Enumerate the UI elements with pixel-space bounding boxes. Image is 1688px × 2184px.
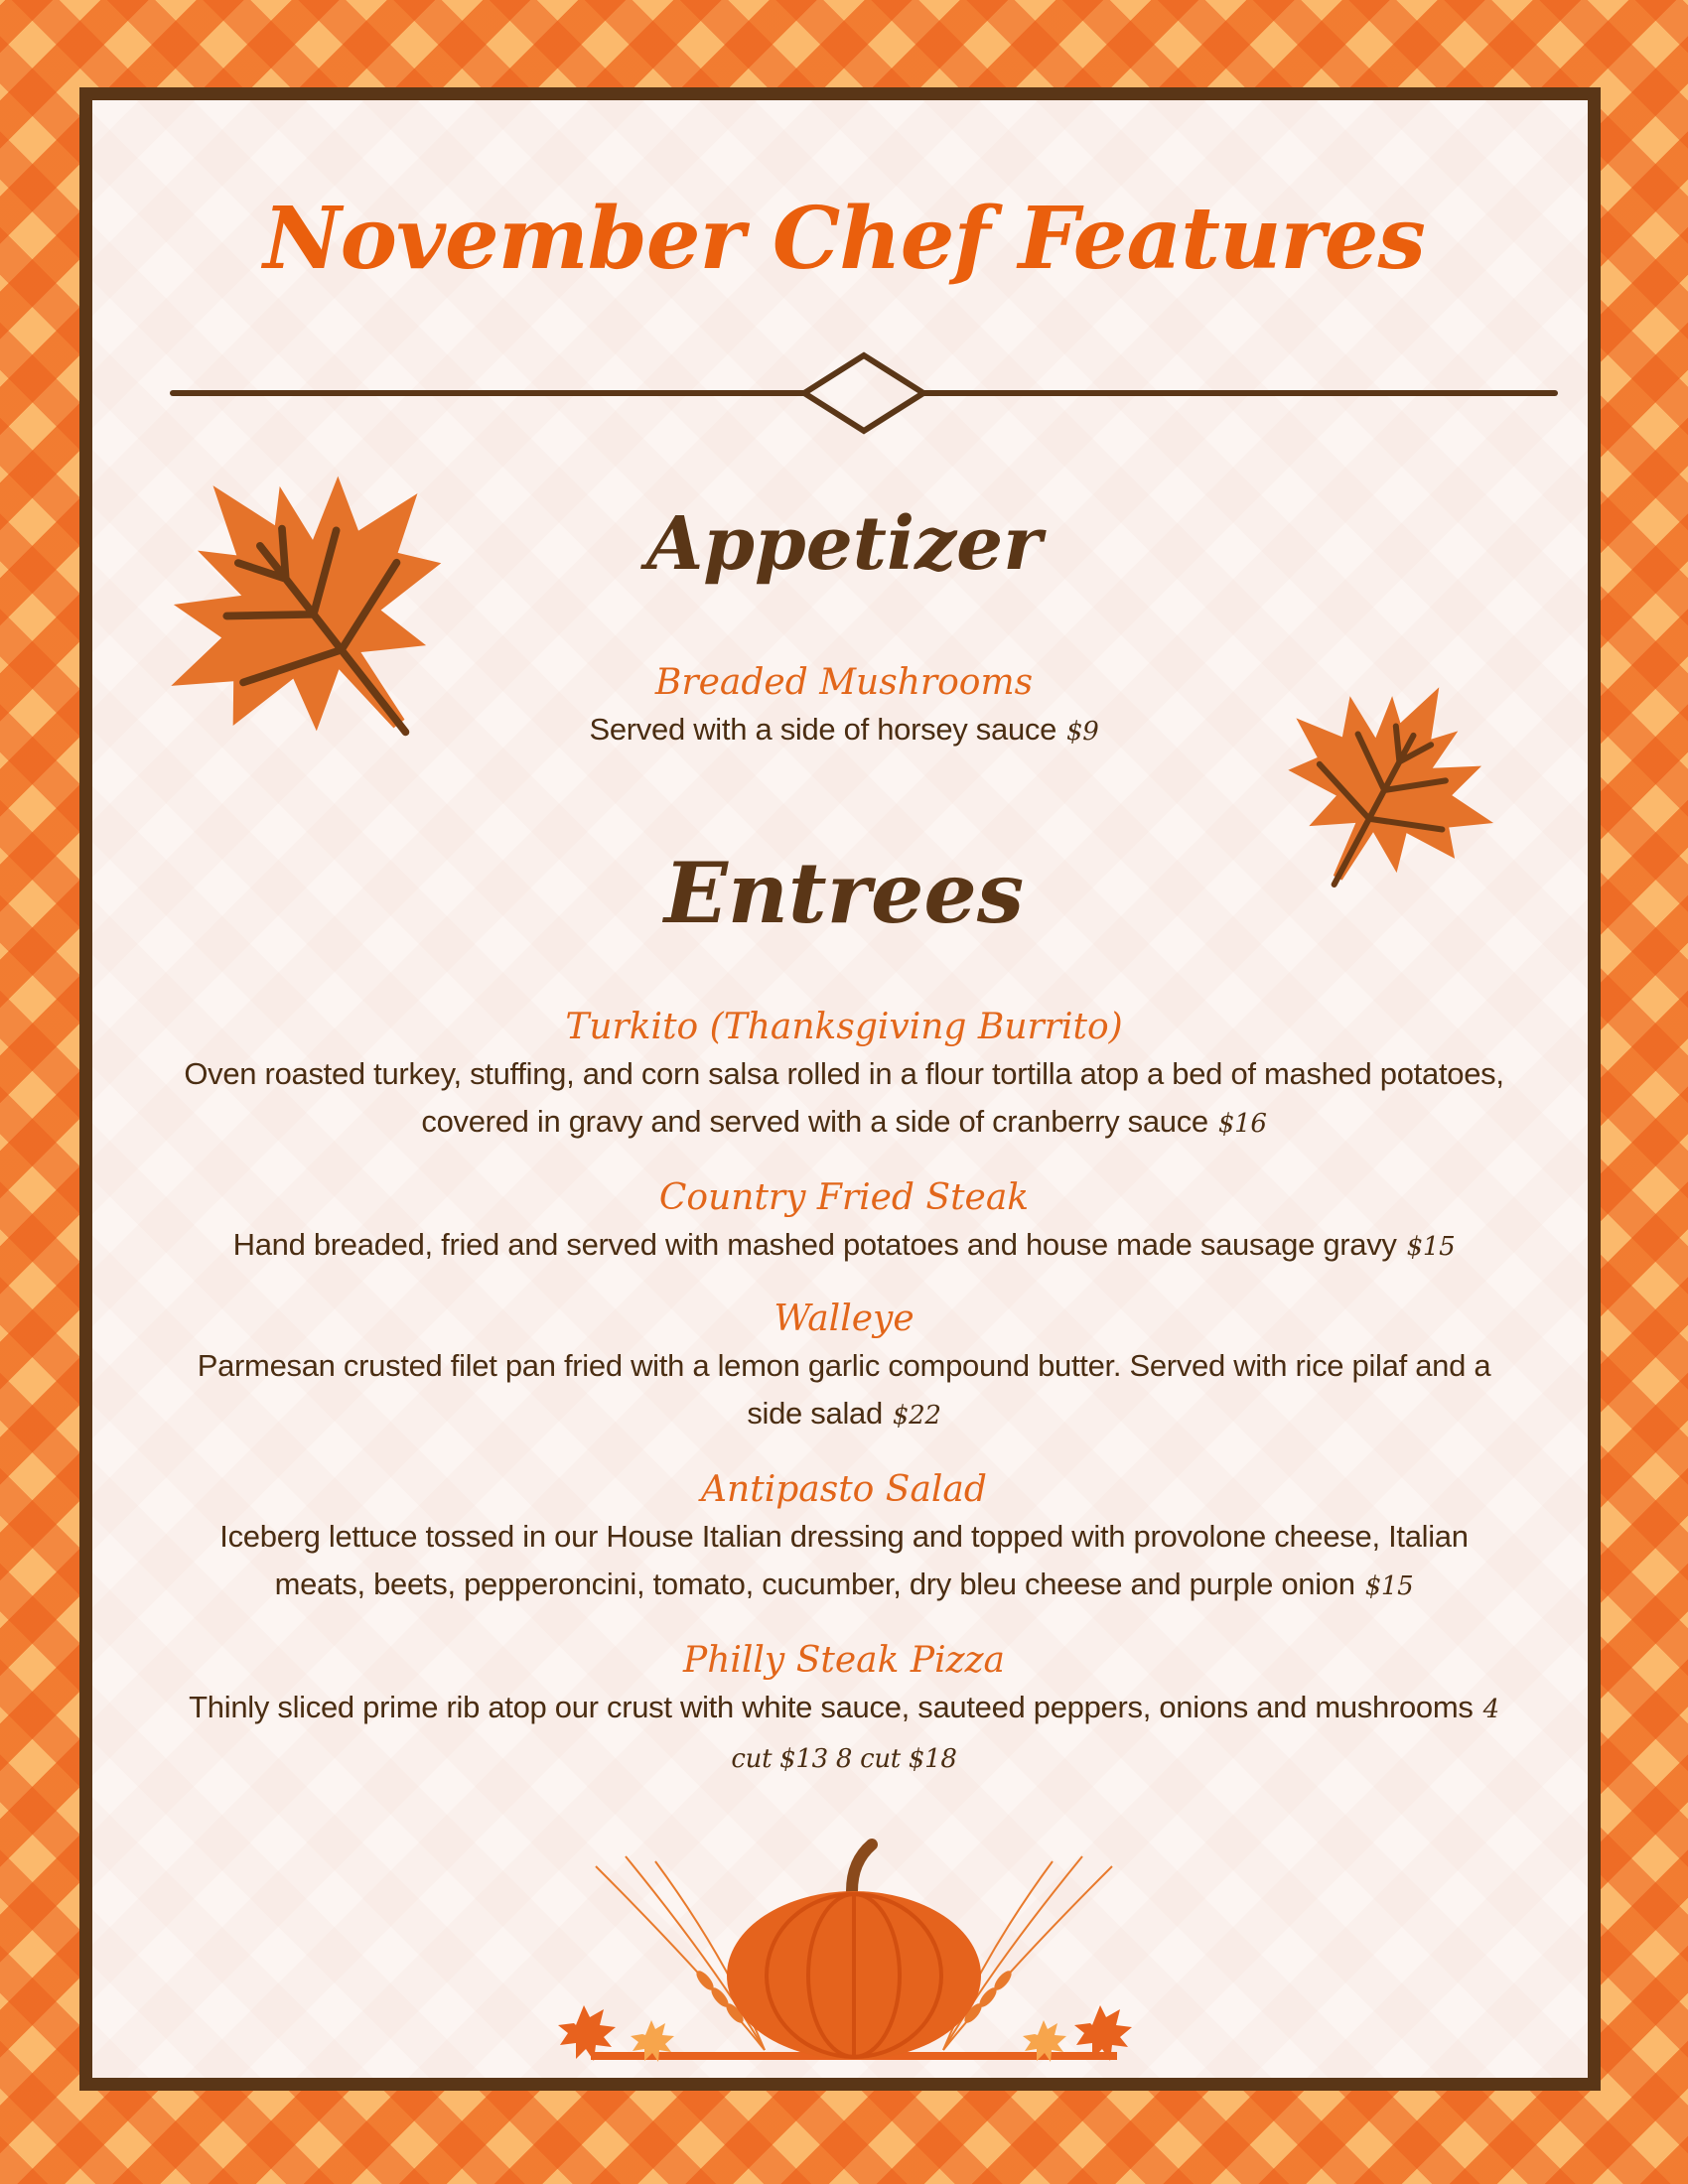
item-name: Philly Steak Pizza xyxy=(682,1640,1006,1681)
item-description: Served with a side of horsey sauce $9 xyxy=(589,712,1099,747)
item-price: $15 xyxy=(1406,1232,1456,1262)
pumpkin-illustration xyxy=(536,1837,1172,2065)
menu-item xyxy=(179,660,1509,755)
item-name: Country Fried Steak xyxy=(658,1177,1030,1218)
menu-item xyxy=(179,1175,1509,1271)
menu-item xyxy=(179,1005,1509,1148)
item-name: Turkito (Thanksgiving Burrito) xyxy=(565,1007,1123,1047)
item-name: Antipasto Salad xyxy=(701,1469,987,1510)
item-price: $9 xyxy=(1066,717,1099,747)
section-heading-entrees: Entrees xyxy=(663,844,1025,942)
page-title: November Chef Features xyxy=(263,189,1425,289)
item-price: $16 xyxy=(1217,1109,1267,1139)
item-description: Hand breaded, fried and served with mashed potatoes and house made sausage gravy $15 xyxy=(232,1227,1456,1262)
item-price: 4 cut $13 8 cut $18 xyxy=(731,1695,1499,1774)
item-description: Iceberg lettuce tossed in our House Italian dressing and topped with provolone cheese, Italian meats, beets, pepperoncini, tomato, cucumber, dry bleu cheese and purple onion $15 xyxy=(219,1519,1469,1601)
item-price: $15 xyxy=(1364,1571,1414,1601)
item-name: Breaded Mushrooms xyxy=(654,662,1034,703)
section-heading-appetizer: Appetizer xyxy=(645,501,1043,587)
menu-item xyxy=(179,1467,1509,1610)
menu-item xyxy=(179,1297,1509,1439)
item-name: Walleye xyxy=(774,1298,914,1339)
item-description: Oven roasted turkey, stuffing, and corn salsa rolled in a flour tortilla atop a bed of mashed potatoes, covered in gravy and served with a side of cranberry sauce $16 xyxy=(184,1056,1504,1139)
item-price: $22 xyxy=(892,1401,941,1431)
item-description: Thinly sliced prime rib atop our crust with white sauce, sauteed peppers, onions and mushrooms 4 cut $13 8 cut $18 xyxy=(189,1690,1499,1774)
divider-diamond-icon xyxy=(169,347,1559,437)
menu-item xyxy=(179,1638,1509,1783)
item-description: Parmesan crusted filet pan fried with a lemon garlic compound butter. Served with rice pilaf and a side salad $22 xyxy=(197,1348,1491,1431)
